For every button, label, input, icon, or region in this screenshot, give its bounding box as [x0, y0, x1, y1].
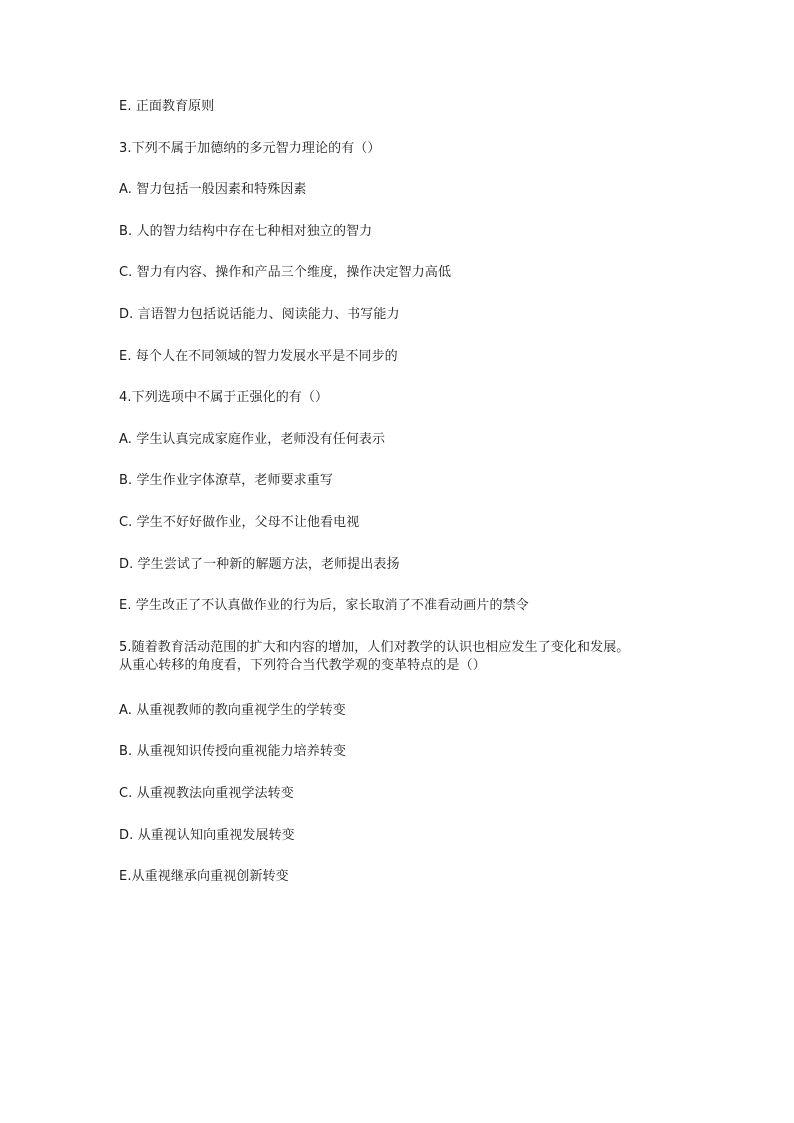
q5-stem-line-1: 5.随着教育活动范围的扩大和内容的增加，人们对教学的认识也相应发生了变化和发展。: [119, 640, 630, 655]
q2-option-e: E. 正面教育原则: [119, 99, 215, 114]
q3-option-a: A. 智力包括一般因素和特殊因素: [119, 182, 307, 197]
q5-option-e: E.从重视继承向重视创新转变: [119, 869, 289, 884]
q5-option-d: D. 从重视认知向重视发展转变: [119, 828, 295, 843]
q4-option-b: B. 学生作业字体潦草，老师要求重写: [119, 473, 333, 488]
q5-stem: [119, 639, 629, 675]
q4-option-c: C. 学生不好好做作业，父母不让他看电视: [119, 515, 360, 530]
q3-option-c: C. 智力有内容、操作和产品三个维度，操作决定智力高低: [119, 265, 452, 280]
q3-stem: 3.下列不属于加德纳的多元智力理论的有（）: [119, 141, 381, 156]
q5-option-c: C. 从重视教法向重视学法转变: [119, 786, 294, 801]
q4-option-a: A. 学生认真完成家庭作业，老师没有任何表示: [119, 432, 386, 447]
q5-stem-line-2: 从重心转移的角度看，下列符合当代教学观的变革特点的是（）: [119, 658, 486, 673]
q4-option-d: D. 学生尝试了一种新的解题方法，老师提出表扬: [119, 557, 400, 572]
q5-option-b: B. 从重视知识传授向重视能力培养转变: [119, 744, 347, 759]
q3-option-d: D. 言语智力包括说话能力、阅读能力、书写能力: [119, 307, 400, 322]
q4-stem: 4.下列选项中不属于正强化的有（）: [119, 390, 329, 405]
q3-option-e: E. 每个人在不同领域的智力发展水平是不同步的: [119, 349, 398, 364]
q4-option-e: E. 学生改正了不认真做作业的行为后，家长取消了不准看动画片的禁令: [119, 598, 529, 613]
q5-option-a: A. 从重视教师的教向重视学生的学转变: [119, 703, 346, 718]
q3-option-b: B. 人的智力结构中存在七种相对独立的智力: [119, 224, 373, 239]
